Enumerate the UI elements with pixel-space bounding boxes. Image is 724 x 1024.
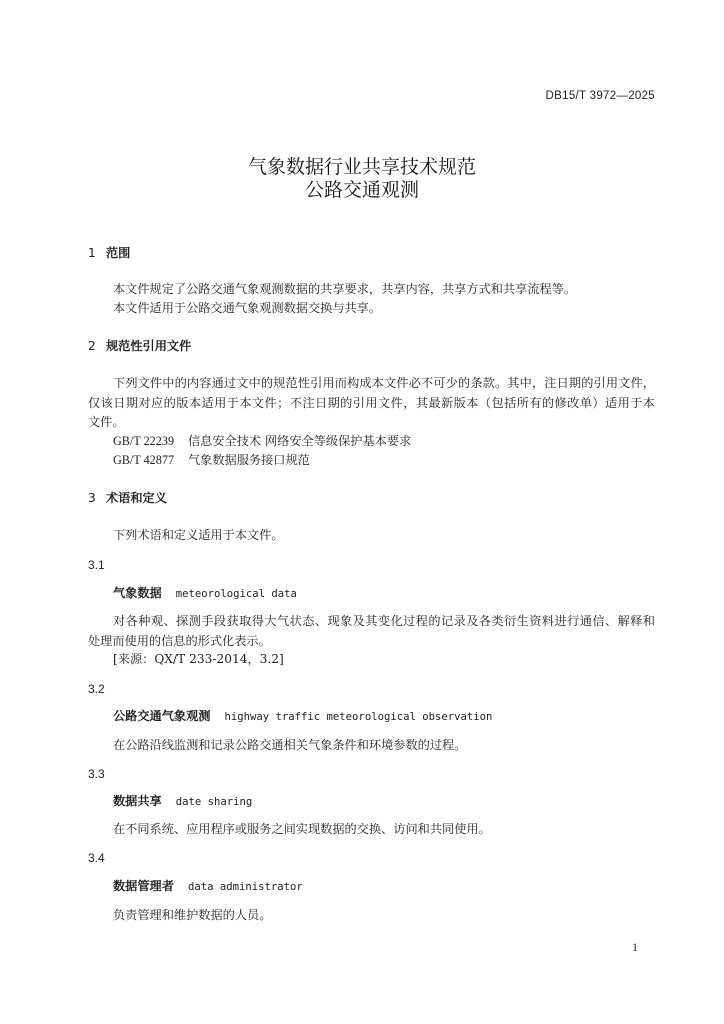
- section-heading-normative-references: [88, 337, 191, 356]
- term-chinese: 气象数据: [113, 586, 162, 600]
- clause-number: 3.2: [88, 682, 105, 696]
- term-entry: [113, 584, 297, 604]
- paragraph: 本文件规定了公路交通气象观测数据的共享要求，共享内容，共享方式和共享流程等。: [113, 282, 577, 296]
- term-definition: [88, 612, 655, 651]
- section-heading-terms: [88, 489, 167, 508]
- reference-item: [113, 451, 310, 470]
- section-number: 1: [88, 246, 96, 260]
- page-number: 1: [632, 940, 638, 954]
- term-source: [来源：QX/T 233-2014，3.2]: [113, 652, 284, 666]
- reference-code: GB/T 42877: [113, 453, 175, 467]
- term-chinese: 公路交通气象观测: [113, 709, 211, 723]
- clause-number: 3.4: [88, 851, 105, 865]
- section-title: 术语和定义: [106, 491, 167, 505]
- reference-title: 气象数据服务接口规范: [188, 453, 310, 467]
- term-entry: [113, 877, 303, 897]
- term-entry: [113, 792, 252, 812]
- clause-number: 3.1: [88, 558, 105, 572]
- definition-line: 处理而使用的信息的形式化表示。: [88, 633, 271, 648]
- term-english: data administrator: [187, 881, 303, 893]
- term-definition: 负责管理和维护数据的人员。: [113, 908, 272, 922]
- term-chinese: 数据共享: [113, 794, 162, 808]
- paragraph-line: 仅该日期对应的版本适用于本文件；不注日期的引用文件，其最新版本（包括所有的修改单）适用于本: [88, 395, 655, 410]
- section-title: 规范性引用文件: [106, 339, 192, 353]
- document-number: DB15/T 3972—2025: [545, 90, 655, 102]
- paragraph: 下列术语和定义适用于本文件。: [113, 528, 284, 542]
- section-heading-scope: [88, 244, 130, 263]
- paragraph-line: 文件。: [88, 415, 125, 429]
- reference-code: GB/T 22239: [113, 434, 175, 448]
- term-english: highway traffic meteorological observation: [224, 711, 493, 723]
- paragraph-line: 下列文件中的内容通过文中的规范性引用而构成本文件必不可少的条款。其中，注日期的引用文件，: [113, 376, 655, 390]
- section-number: 2: [88, 339, 96, 353]
- definition-line: 对各种观、探测手段获取得大气状态、现象及其变化过程的记录及各类衍生资料进行通信、解释和: [113, 614, 655, 628]
- reference-title: 信息安全技术 网络安全等级保护基本要求: [188, 434, 412, 448]
- term-definition: 在不同系统、应用程序或服务之间实现数据的交换、访问和共同使用。: [113, 822, 491, 836]
- document-title: 气象数据行业共享技术规范: [247, 156, 476, 178]
- term-entry: [113, 707, 492, 727]
- clause-number: 3.3: [88, 767, 105, 781]
- reference-item: [113, 432, 411, 451]
- paragraph: [88, 374, 655, 433]
- term-english: meteorological data: [175, 588, 297, 600]
- term-definition: 在公路沿线监测和记录公路交通相关气象条件和环境参数的过程。: [113, 738, 467, 752]
- term-english: date sharing: [175, 796, 253, 808]
- section-number: 3: [88, 491, 96, 505]
- section-title: 范围: [106, 246, 131, 260]
- paragraph: 本文件适用于公路交通气象观测数据交换与共享。: [113, 301, 382, 315]
- document-subtitle: 公路交通观测: [304, 179, 419, 201]
- term-chinese: 数据管理者: [113, 879, 174, 893]
